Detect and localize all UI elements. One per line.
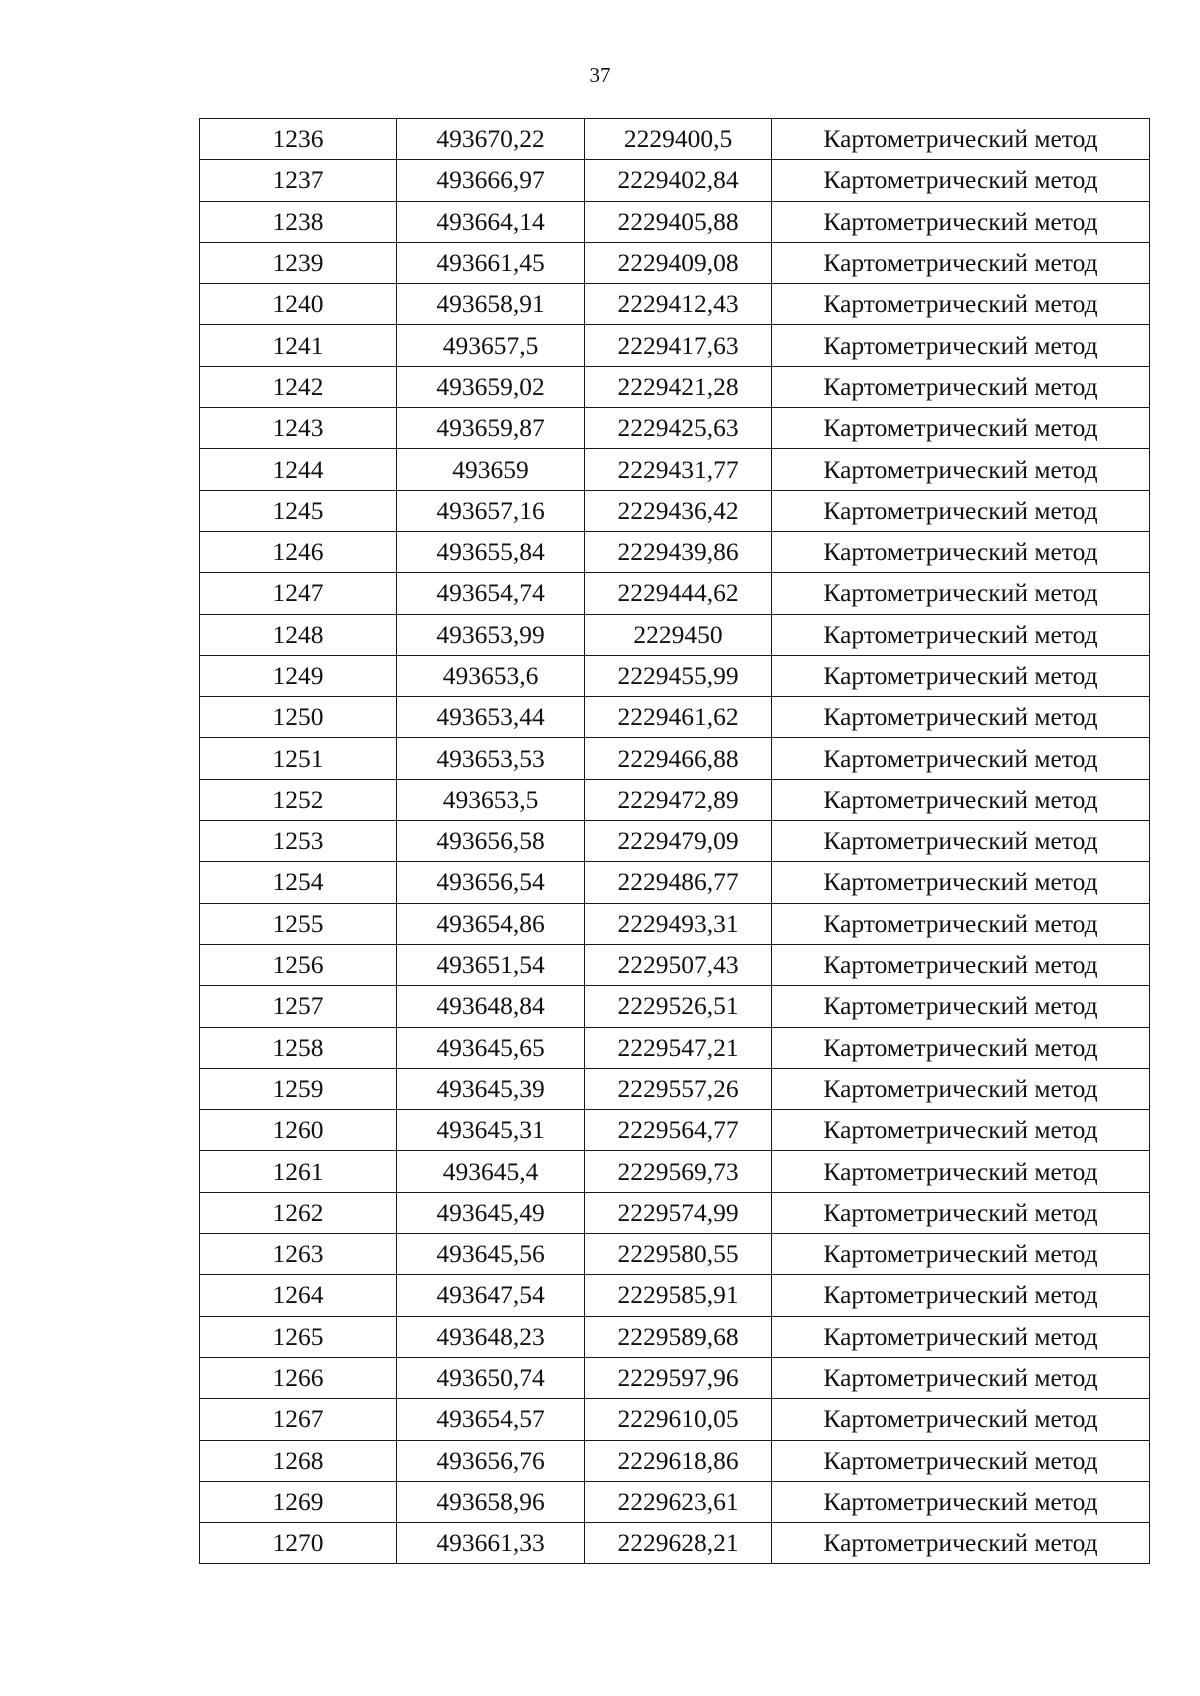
point-number-cell: 1255 [200,903,397,944]
x-coordinate-cell: 493653,53 [397,738,585,779]
table-row [200,986,1150,1027]
method-cell: Картометрический метод [772,1192,1150,1233]
y-coordinate-cell: 2229547,21 [585,1027,772,1068]
y-coordinate-cell: 2229564,77 [585,1110,772,1151]
method-cell: Картометрический метод [772,655,1150,696]
point-number-cell: 1246 [200,531,397,572]
table-row [200,325,1150,366]
x-coordinate-cell: 493653,5 [397,779,585,820]
y-coordinate-cell: 2229466,88 [585,738,772,779]
table-row [200,242,1150,283]
table-row [200,201,1150,242]
x-coordinate-cell: 493661,45 [397,242,585,283]
x-coordinate-cell: 493658,96 [397,1481,585,1522]
x-coordinate-cell: 493648,84 [397,986,585,1027]
y-coordinate-cell: 2229431,77 [585,449,772,490]
table-row [200,366,1150,407]
point-number-cell: 1268 [200,1440,397,1481]
y-coordinate-cell: 2229569,73 [585,1151,772,1192]
table-row [200,697,1150,738]
x-coordinate-cell: 493648,23 [397,1316,585,1357]
x-coordinate-cell: 493656,54 [397,862,585,903]
y-coordinate-cell: 2229409,08 [585,242,772,283]
point-number-cell: 1258 [200,1027,397,1068]
coordinates-table [199,118,1150,1564]
x-coordinate-cell: 493653,99 [397,614,585,655]
table-row [200,1440,1150,1481]
method-cell: Картометрический метод [772,1068,1150,1109]
x-coordinate-cell: 493659,87 [397,408,585,449]
table-row [200,1399,1150,1440]
x-coordinate-cell: 493661,33 [397,1523,585,1564]
method-cell: Картометрический метод [772,614,1150,655]
point-number-cell: 1236 [200,119,397,160]
x-coordinate-cell: 493653,6 [397,655,585,696]
y-coordinate-cell: 2229472,89 [585,779,772,820]
point-number-cell: 1237 [200,160,397,201]
point-number-cell: 1238 [200,201,397,242]
point-number-cell: 1241 [200,325,397,366]
method-cell: Картометрический метод [772,1523,1150,1564]
table-row [200,1357,1150,1398]
point-number-cell: 1239 [200,242,397,283]
x-coordinate-cell: 493653,44 [397,697,585,738]
y-coordinate-cell: 2229597,96 [585,1357,772,1398]
point-number-cell: 1243 [200,408,397,449]
point-number-cell: 1265 [200,1316,397,1357]
x-coordinate-cell: 493654,74 [397,573,585,614]
y-coordinate-cell: 2229486,77 [585,862,772,903]
table-row [200,1523,1150,1564]
method-cell: Картометрический метод [772,1151,1150,1192]
point-number-cell: 1244 [200,449,397,490]
x-coordinate-cell: 493657,5 [397,325,585,366]
point-number-cell: 1256 [200,944,397,985]
table-row [200,1192,1150,1233]
method-cell: Картометрический метод [772,862,1150,903]
x-coordinate-cell: 493654,57 [397,1399,585,1440]
table-row [200,738,1150,779]
y-coordinate-cell: 2229444,62 [585,573,772,614]
method-cell: Картометрический метод [772,1481,1150,1522]
y-coordinate-cell: 2229628,21 [585,1523,772,1564]
x-coordinate-cell: 493659 [397,449,585,490]
page-number: 37 [589,63,611,87]
table-row [200,1068,1150,1109]
x-coordinate-cell: 493650,74 [397,1357,585,1398]
point-number-cell: 1242 [200,366,397,407]
table-row [200,614,1150,655]
point-number-cell: 1245 [200,490,397,531]
method-cell: Картометрический метод [772,325,1150,366]
table-row [200,1481,1150,1522]
table-row [200,903,1150,944]
x-coordinate-cell: 493645,4 [397,1151,585,1192]
point-number-cell: 1262 [200,1192,397,1233]
y-coordinate-cell: 2229461,62 [585,697,772,738]
table-row [200,1234,1150,1275]
x-coordinate-cell: 493645,65 [397,1027,585,1068]
point-number-cell: 1260 [200,1110,397,1151]
method-cell: Картометрический метод [772,1234,1150,1275]
method-cell: Картометрический метод [772,1027,1150,1068]
y-coordinate-cell: 2229585,91 [585,1275,772,1316]
table-row [200,779,1150,820]
y-coordinate-cell: 2229417,63 [585,325,772,366]
x-coordinate-cell: 493670,22 [397,119,585,160]
y-coordinate-cell: 2229425,63 [585,408,772,449]
method-cell: Картометрический метод [772,1275,1150,1316]
x-coordinate-cell: 493645,31 [397,1110,585,1151]
point-number-cell: 1259 [200,1068,397,1109]
point-number-cell: 1254 [200,862,397,903]
method-cell: Картометрический метод [772,160,1150,201]
x-coordinate-cell: 493657,16 [397,490,585,531]
method-cell: Картометрический метод [772,490,1150,531]
x-coordinate-cell: 493666,97 [397,160,585,201]
y-coordinate-cell: 2229412,43 [585,284,772,325]
method-cell: Картометрический метод [772,119,1150,160]
table-row [200,1110,1150,1151]
point-number-cell: 1247 [200,573,397,614]
y-coordinate-cell: 2229450 [585,614,772,655]
method-cell: Картометрический метод [772,573,1150,614]
point-number-cell: 1240 [200,284,397,325]
x-coordinate-cell: 493645,39 [397,1068,585,1109]
table-row [200,531,1150,572]
table-row [200,1151,1150,1192]
method-cell: Картометрический метод [772,944,1150,985]
y-coordinate-cell: 2229557,26 [585,1068,772,1109]
method-cell: Картометрический метод [772,1357,1150,1398]
method-cell: Картометрический метод [772,697,1150,738]
y-coordinate-cell: 2229507,43 [585,944,772,985]
table-row [200,449,1150,490]
method-cell: Картометрический метод [772,1110,1150,1151]
point-number-cell: 1261 [200,1151,397,1192]
table-row [200,1275,1150,1316]
y-coordinate-cell: 2229479,09 [585,821,772,862]
table-row [200,1027,1150,1068]
point-number-cell: 1249 [200,655,397,696]
point-number-cell: 1263 [200,1234,397,1275]
method-cell: Картометрический метод [772,408,1150,449]
point-number-cell: 1264 [200,1275,397,1316]
method-cell: Картометрический метод [772,366,1150,407]
point-number-cell: 1269 [200,1481,397,1522]
method-cell: Картометрический метод [772,903,1150,944]
y-coordinate-cell: 2229405,88 [585,201,772,242]
table-row [200,862,1150,903]
y-coordinate-cell: 2229618,86 [585,1440,772,1481]
method-cell: Картометрический метод [772,1399,1150,1440]
y-coordinate-cell: 2229610,05 [585,1399,772,1440]
method-cell: Картометрический метод [772,779,1150,820]
method-cell: Картометрический метод [772,284,1150,325]
y-coordinate-cell: 2229623,61 [585,1481,772,1522]
table-row [200,1316,1150,1357]
x-coordinate-cell: 493656,58 [397,821,585,862]
method-cell: Картометрический метод [772,986,1150,1027]
point-number-cell: 1251 [200,738,397,779]
y-coordinate-cell: 2229439,86 [585,531,772,572]
point-number-cell: 1248 [200,614,397,655]
y-coordinate-cell: 2229580,55 [585,1234,772,1275]
table-row [200,821,1150,862]
x-coordinate-cell: 493659,02 [397,366,585,407]
method-cell: Картометрический метод [772,738,1150,779]
method-cell: Картометрический метод [772,1440,1150,1481]
point-number-cell: 1257 [200,986,397,1027]
table-row [200,119,1150,160]
y-coordinate-cell: 2229436,42 [585,490,772,531]
method-cell: Картометрический метод [772,201,1150,242]
table-row [200,655,1150,696]
point-number-cell: 1250 [200,697,397,738]
x-coordinate-cell: 493656,76 [397,1440,585,1481]
y-coordinate-cell: 2229400,5 [585,119,772,160]
method-cell: Картометрический метод [772,821,1150,862]
point-number-cell: 1266 [200,1357,397,1398]
y-coordinate-cell: 2229493,31 [585,903,772,944]
point-number-cell: 1270 [200,1523,397,1564]
method-cell: Картометрический метод [772,531,1150,572]
x-coordinate-cell: 493664,14 [397,201,585,242]
coordinates-table-body [200,119,1150,1564]
table-row [200,490,1150,531]
x-coordinate-cell: 493645,56 [397,1234,585,1275]
table-row [200,160,1150,201]
y-coordinate-cell: 2229421,28 [585,366,772,407]
x-coordinate-cell: 493654,86 [397,903,585,944]
method-cell: Картометрический метод [772,1316,1150,1357]
x-coordinate-cell: 493658,91 [397,284,585,325]
method-cell: Картометрический метод [772,449,1150,490]
y-coordinate-cell: 2229526,51 [585,986,772,1027]
table-row [200,944,1150,985]
method-cell: Картометрический метод [772,242,1150,283]
point-number-cell: 1252 [200,779,397,820]
y-coordinate-cell: 2229455,99 [585,655,772,696]
table-row [200,284,1150,325]
point-number-cell: 1267 [200,1399,397,1440]
x-coordinate-cell: 493647,54 [397,1275,585,1316]
point-number-cell: 1253 [200,821,397,862]
y-coordinate-cell: 2229402,84 [585,160,772,201]
x-coordinate-cell: 493651,54 [397,944,585,985]
y-coordinate-cell: 2229574,99 [585,1192,772,1233]
table-row [200,408,1150,449]
x-coordinate-cell: 493655,84 [397,531,585,572]
table-row [200,573,1150,614]
x-coordinate-cell: 493645,49 [397,1192,585,1233]
y-coordinate-cell: 2229589,68 [585,1316,772,1357]
